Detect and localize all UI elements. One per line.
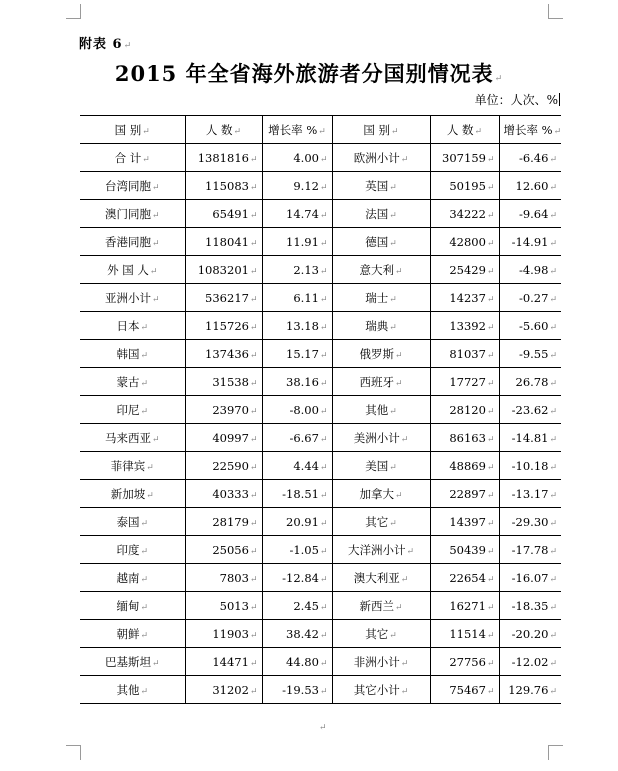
table-row	[80, 452, 561, 480]
country-cell: 法国↵	[332, 200, 430, 228]
growth-cell: 13.18↵	[262, 312, 332, 340]
table-row	[80, 648, 561, 676]
table-row	[80, 508, 561, 536]
growth-cell: -0.27↵	[499, 284, 561, 312]
column-header: 国 别↵	[332, 116, 430, 144]
growth-cell: 129.76↵	[499, 676, 561, 704]
growth-cell: -8.00↵	[262, 396, 332, 424]
count-cell: 115083↵	[185, 172, 262, 200]
count-cell: 17727↵	[430, 368, 499, 396]
table-row	[80, 284, 561, 312]
country-cell: 日本↵	[80, 312, 185, 340]
country-cell: 韩国↵	[80, 340, 185, 368]
growth-cell: 9.12↵	[262, 172, 332, 200]
growth-cell: -12.84↵	[262, 564, 332, 592]
growth-cell: -6.46↵	[499, 144, 561, 172]
count-cell: 22654↵	[430, 564, 499, 592]
growth-cell: -10.18↵	[499, 452, 561, 480]
growth-cell: -5.60↵	[499, 312, 561, 340]
count-cell: 22897↵	[430, 480, 499, 508]
growth-cell: 15.17↵	[262, 340, 332, 368]
growth-cell: -9.64↵	[499, 200, 561, 228]
country-cell: 美国↵	[332, 452, 430, 480]
country-cell: 意大利↵	[332, 256, 430, 284]
country-cell: 其它小计↵	[332, 676, 430, 704]
count-cell: 28179↵	[185, 508, 262, 536]
growth-cell: 12.60↵	[499, 172, 561, 200]
country-cell: 欧洲小计↵	[332, 144, 430, 172]
growth-cell: 44.80↵	[262, 648, 332, 676]
growth-cell: 11.91↵	[262, 228, 332, 256]
column-header: 人 数↵	[185, 116, 262, 144]
table-row	[80, 396, 561, 424]
country-cell: 英国↵	[332, 172, 430, 200]
count-cell: 31538↵	[185, 368, 262, 396]
count-cell: 81037↵	[430, 340, 499, 368]
count-cell: 86163↵	[430, 424, 499, 452]
count-cell: 40997↵	[185, 424, 262, 452]
count-cell: 40333↵	[185, 480, 262, 508]
country-cell: 菲律宾↵	[80, 452, 185, 480]
page-title: 2015 年全省海外旅游者分国别情况表↵	[114, 61, 504, 86]
growth-cell: -17.78↵	[499, 536, 561, 564]
count-cell: 536217↵	[185, 284, 262, 312]
country-cell: 澳门同胞↵	[80, 200, 185, 228]
growth-cell: -29.30↵	[499, 508, 561, 536]
appendix-tag: 附表 6↵	[79, 37, 133, 52]
country-cell: 其他↵	[332, 396, 430, 424]
count-cell: 25056↵	[185, 536, 262, 564]
country-cell: 大洋洲小计↵	[332, 536, 430, 564]
country-cell: 亚洲小计↵	[80, 284, 185, 312]
count-cell: 65491↵	[185, 200, 262, 228]
table-row	[80, 368, 561, 396]
column-header: 人 数↵	[430, 116, 499, 144]
country-cell: 俄罗斯↵	[332, 340, 430, 368]
count-cell: 115726↵	[185, 312, 262, 340]
paragraph-mark: ↵	[319, 723, 327, 733]
header-row	[80, 116, 561, 144]
country-cell: 印度↵	[80, 536, 185, 564]
growth-cell: 38.42↵	[262, 620, 332, 648]
count-cell: 50439↵	[430, 536, 499, 564]
table-row	[80, 564, 561, 592]
count-cell: 11514↵	[430, 620, 499, 648]
count-cell: 48869↵	[430, 452, 499, 480]
table-row	[80, 480, 561, 508]
table-row	[80, 228, 561, 256]
count-cell: 31202↵	[185, 676, 262, 704]
country-cell: 非洲小计↵	[332, 648, 430, 676]
growth-cell: 14.74↵	[262, 200, 332, 228]
table-row	[80, 312, 561, 340]
country-cell: 新西兰↵	[332, 592, 430, 620]
growth-cell: -18.51↵	[262, 480, 332, 508]
count-cell: 25429↵	[430, 256, 499, 284]
page-corner-mark	[66, 745, 81, 760]
count-cell: 1083201↵	[185, 256, 262, 284]
country-cell: 新加坡↵	[80, 480, 185, 508]
country-cell: 瑞士↵	[332, 284, 430, 312]
growth-cell: -9.55↵	[499, 340, 561, 368]
country-cell: 德国↵	[332, 228, 430, 256]
country-cell: 朝鲜↵	[80, 620, 185, 648]
tourist-table	[80, 115, 561, 704]
country-cell: 越南↵	[80, 564, 185, 592]
table-row	[80, 172, 561, 200]
country-cell: 澳大利亚↵	[332, 564, 430, 592]
country-cell: 蒙古↵	[80, 368, 185, 396]
growth-cell: -16.07↵	[499, 564, 561, 592]
growth-cell: 20.91↵	[262, 508, 332, 536]
page-corner-mark	[66, 4, 81, 19]
count-cell: 27756↵	[430, 648, 499, 676]
growth-cell: -4.98↵	[499, 256, 561, 284]
column-header: 国 别↵	[80, 116, 185, 144]
growth-cell: -23.62↵	[499, 396, 561, 424]
count-cell: 50195↵	[430, 172, 499, 200]
count-cell: 137436↵	[185, 340, 262, 368]
page-corner-mark	[548, 4, 563, 19]
count-cell: 75467↵	[430, 676, 499, 704]
count-cell: 23970↵	[185, 396, 262, 424]
country-cell: 合 计↵	[80, 144, 185, 172]
growth-cell: -19.53↵	[262, 676, 332, 704]
count-cell: 14397↵	[430, 508, 499, 536]
unit-label: 单位：人次、%	[474, 93, 558, 107]
country-cell: 外 国 人↵	[80, 256, 185, 284]
growth-cell: 4.00↵	[262, 144, 332, 172]
country-cell: 其他↵	[80, 676, 185, 704]
table-row	[80, 424, 561, 452]
country-cell: 美洲小计↵	[332, 424, 430, 452]
country-cell: 加拿大↵	[332, 480, 430, 508]
page-corner-mark	[548, 745, 563, 760]
growth-cell: 26.78↵	[499, 368, 561, 396]
growth-cell: -20.20↵	[499, 620, 561, 648]
growth-cell: -14.81↵	[499, 424, 561, 452]
country-cell: 马来西亚↵	[80, 424, 185, 452]
country-cell: 缅甸↵	[80, 592, 185, 620]
count-cell: 307159↵	[430, 144, 499, 172]
count-cell: 13392↵	[430, 312, 499, 340]
count-cell: 42800↵	[430, 228, 499, 256]
count-cell: 1381816↵	[185, 144, 262, 172]
count-cell: 28120↵	[430, 396, 499, 424]
growth-cell: -14.91↵	[499, 228, 561, 256]
growth-cell: 38.16↵	[262, 368, 332, 396]
country-cell: 巴基斯坦↵	[80, 648, 185, 676]
count-cell: 14237↵	[430, 284, 499, 312]
growth-cell: -13.17↵	[499, 480, 561, 508]
country-cell: 香港同胞↵	[80, 228, 185, 256]
country-cell: 其它↵	[332, 620, 430, 648]
country-cell: 台湾同胞↵	[80, 172, 185, 200]
country-cell: 印尼↵	[80, 396, 185, 424]
table-row	[80, 592, 561, 620]
table-row	[80, 536, 561, 564]
growth-cell: 2.45↵	[262, 592, 332, 620]
table-row	[80, 256, 561, 284]
growth-cell: -6.67↵	[262, 424, 332, 452]
count-cell: 5013↵	[185, 592, 262, 620]
country-cell: 其它↵	[332, 508, 430, 536]
count-cell: 14471↵	[185, 648, 262, 676]
country-cell: 瑞典↵	[332, 312, 430, 340]
country-cell: 泰国↵	[80, 508, 185, 536]
count-cell: 34222↵	[430, 200, 499, 228]
count-cell: 118041↵	[185, 228, 262, 256]
growth-cell: 2.13↵	[262, 256, 332, 284]
table-row	[80, 144, 561, 172]
growth-cell: -1.05↵	[262, 536, 332, 564]
count-cell: 16271↵	[430, 592, 499, 620]
table-row	[80, 620, 561, 648]
country-cell: 西班牙↵	[332, 368, 430, 396]
growth-cell: -12.02↵	[499, 648, 561, 676]
count-cell: 11903↵	[185, 620, 262, 648]
column-header: 增长率 %↵	[262, 116, 332, 144]
growth-cell: 4.44↵	[262, 452, 332, 480]
growth-cell: -18.35↵	[499, 592, 561, 620]
count-cell: 22590↵	[185, 452, 262, 480]
column-header: 增长率 %↵	[499, 116, 561, 144]
growth-cell: 6.11↵	[262, 284, 332, 312]
count-cell: 7803↵	[185, 564, 262, 592]
table-row	[80, 676, 561, 704]
table-row	[80, 200, 561, 228]
table-row	[80, 340, 561, 368]
